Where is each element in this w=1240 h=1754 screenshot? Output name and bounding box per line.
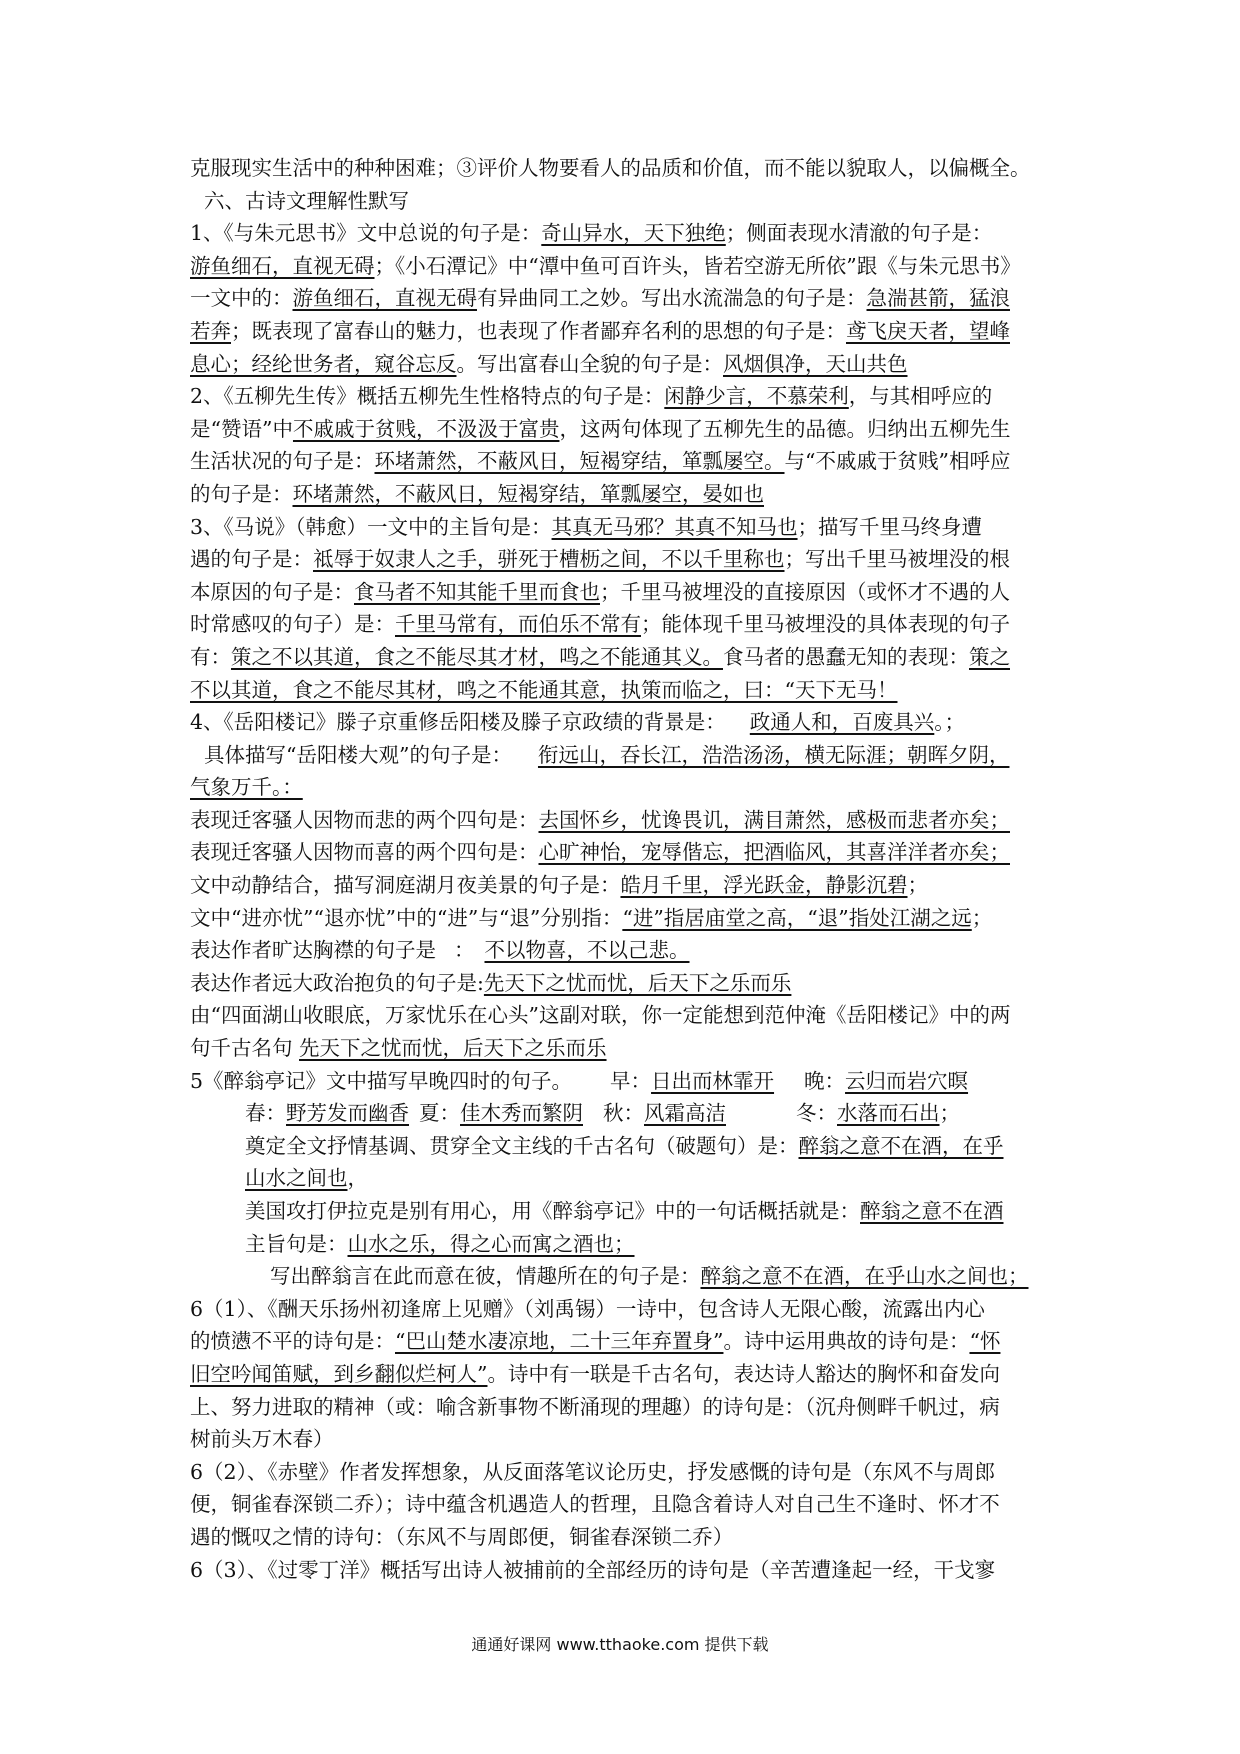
question-text: 表现迁客骚人因物而悲的两个四句是： bbox=[190, 807, 539, 832]
answer-text: 醉翁之意不在酒，在乎山水之间也； bbox=[700, 1264, 1029, 1289]
question-text: 美国攻打伊拉克是别有用心，用《醉翁亭记》中的一句话概括就是： bbox=[245, 1199, 860, 1223]
answer-text: 若奔 bbox=[190, 318, 231, 343]
question-text: 文中动静结合，描写洞庭湖月夜美景的句子是： bbox=[190, 873, 621, 898]
question-text: 遇的慨叹之情的诗句：（东风不与周郎便，铜雀春深锁二乔） bbox=[190, 1524, 734, 1549]
text-line bbox=[190, 380, 1070, 413]
answer-text: 急湍甚箭，猛浪 bbox=[866, 286, 1010, 311]
text-line bbox=[190, 1456, 1070, 1489]
question-text: 6（1）、《酬天乐扬州初逢席上见赠》（刘禹锡）一诗中，包含诗人无限心酸，流露出内心 bbox=[190, 1296, 985, 1321]
answer-text: 水落而石出 bbox=[837, 1101, 940, 1126]
answer-text: 食马者不知其能千里而食也 bbox=[354, 579, 600, 604]
text-line bbox=[190, 445, 1070, 478]
answer-text: 风烟俱净，天山共色 bbox=[723, 351, 908, 376]
question-text: ；《小石潭记》中“潭中鱼可百许头，皆若空游无所依”跟《与朱元思书》 bbox=[374, 253, 1021, 278]
question-text: ；既表现了富春山的魅力，也表现了作者鄙弃名利的思想的句子是： bbox=[231, 318, 846, 343]
answer-text: 衔远山，吞长江，浩浩汤汤，横无际涯；朝晖夕阴， bbox=[537, 742, 1010, 767]
question-text: ，与其相呼应的 bbox=[848, 384, 993, 409]
answer-text: 不以物喜，不以己悲。 bbox=[484, 938, 690, 963]
text-line bbox=[190, 1325, 1070, 1358]
answer-text: 山水之间也 bbox=[245, 1166, 348, 1191]
text-line bbox=[190, 1521, 1070, 1554]
answer-text: “巴山楚水凄凉地，二十三年弃置身” bbox=[395, 1329, 724, 1354]
answer-text: 风霜高洁 bbox=[644, 1101, 726, 1126]
text-line bbox=[190, 739, 1070, 772]
question-text: 有： bbox=[190, 644, 231, 669]
question-text: ；千里马被埋没的直接原因（或怀才不遇的人 bbox=[600, 579, 1010, 604]
answer-text: 醉翁之意不在酒 bbox=[860, 1199, 1004, 1223]
question-text: ， bbox=[347, 1166, 368, 1191]
question-text: 六、古诗文理解性默写 bbox=[204, 188, 409, 213]
text-line bbox=[190, 869, 1070, 902]
answer-text: 去国怀乡，忧谗畏讥，满目萧然，感极而悲者亦矣； bbox=[538, 807, 1010, 832]
question-text: 一文中的： bbox=[190, 286, 293, 311]
answer-text: 不以其道，食之不能尽其材，鸣之不能通其意，执策而临之，曰：“天下无马！ bbox=[190, 677, 898, 702]
answer-text: 游鱼细石，直视无碍 bbox=[292, 286, 477, 311]
question-text: 写出醉翁言在此而意在彼，情趣所在的句子是： bbox=[270, 1264, 701, 1289]
page-footer: 通通好课网 www.tthaoke.com 提供下载 bbox=[471, 1635, 769, 1654]
text-line bbox=[190, 1260, 1070, 1293]
answer-text: 云归而岩穴暝 bbox=[845, 1068, 969, 1093]
question-text: 表达作者远大政治抱负的句子是: bbox=[190, 970, 484, 995]
question-text: 6（2）、《赤壁》作者发挥想象，从反面落笔议论历史，抒发感慨的诗句是（东风不与周郎 bbox=[190, 1459, 996, 1484]
question-text: 文中“进亦忧”“退亦忧”中的“进”与“退”分别指： bbox=[190, 905, 623, 930]
question-text: ；写出千里马被埋没的根 bbox=[784, 547, 1010, 572]
answer-text: 心旷神怡，宠辱偕忘，把酒临风，其喜洋洋者亦矣； bbox=[538, 840, 1010, 865]
text-line bbox=[190, 1195, 1070, 1228]
question-text: ； bbox=[971, 905, 993, 930]
answer-text: 政通人和，百废具兴 bbox=[749, 710, 935, 735]
question-text: 便，铜雀春深锁二乔）；诗中蕴含机遇造人的哲理，且隐含着诗人对自己生不逢时、怀才不 bbox=[190, 1492, 1000, 1517]
answer-text: 皓月千里，浮光跃金，静影沉碧 bbox=[620, 873, 908, 898]
text-line bbox=[190, 608, 1070, 641]
question-text: 5《醉翁亭记》文中描写早晚四时的句子。 bbox=[190, 1068, 573, 1093]
question-text: 主旨句是： bbox=[245, 1231, 348, 1256]
answer-text: 环堵萧然，不蔽风日，短褐穿结，箪瓢屡空，晏如也 bbox=[292, 481, 764, 506]
answer-text: “进”指居庙堂之高，“退”指处江湖之远 bbox=[622, 905, 972, 930]
question-text: 的句子是： bbox=[190, 481, 293, 506]
text-line bbox=[190, 641, 1070, 674]
answer-text: 策之 bbox=[969, 644, 1010, 669]
text-line bbox=[190, 152, 1070, 185]
question-text: 句千古名句 bbox=[190, 1036, 300, 1061]
text-line bbox=[190, 576, 1070, 609]
question-text: 的愤懑不平的诗句是： bbox=[190, 1329, 395, 1354]
text-line bbox=[190, 1228, 1070, 1261]
question-text: 时常感叹的句子）是： bbox=[190, 612, 395, 637]
text-line bbox=[190, 999, 1070, 1032]
question-text: ；能体现千里马被埋没的具体表现的句子 bbox=[641, 612, 1010, 637]
question-text: 秋： bbox=[603, 1101, 644, 1126]
answer-text: 日出而林霏开 bbox=[651, 1068, 775, 1093]
question-text: ； bbox=[907, 873, 928, 898]
question-text: ；描写千里马终身遭 bbox=[797, 514, 983, 539]
answer-text: 野芳发而幽香 bbox=[286, 1101, 409, 1126]
text-line bbox=[190, 348, 1070, 381]
question-text: 2、《五柳先生传》概括五柳先生性格特点的句子是： bbox=[190, 384, 665, 409]
question-text: ，这两句体现了五柳先生的品德。归纳出五柳先生 bbox=[559, 416, 1011, 441]
question-text: 表现迁客骚人因物而喜的两个四句是： bbox=[190, 840, 539, 865]
text-line bbox=[190, 543, 1070, 576]
question-text: 上、努力进取的精神（或：喻含新事物不断涌现的理趣）的诗句是：（沉舟侧畔千帆过，病 bbox=[190, 1394, 1000, 1419]
answer-text: “怀 bbox=[969, 1329, 1001, 1354]
question-text: 由“四面湖山收眼底，万家忧乐在心头”这副对联，你一定能想到范仲淹《岳阳楼记》中的两 bbox=[190, 1003, 1011, 1028]
text-line bbox=[190, 315, 1070, 348]
answer-text: 先天下之忧而忧，后天下之乐而乐 bbox=[483, 970, 792, 995]
question-text: ： bbox=[454, 938, 475, 963]
text-line bbox=[190, 250, 1070, 283]
answer-text: 闲静少言，不慕荣利 bbox=[664, 384, 849, 409]
question-text: 具体描写“岳阳楼大观”的句子是： bbox=[204, 742, 512, 767]
text-line bbox=[190, 804, 1070, 837]
question-text: 奠定全文抒情基调、贯穿全文主线的千古名句（破题句）是： bbox=[245, 1133, 799, 1158]
question-text: ； bbox=[939, 1101, 960, 1126]
question-text: 本原因的句子是： bbox=[190, 579, 354, 604]
question-text: 早： bbox=[610, 1068, 652, 1093]
answer-text: 不戚戚于贫贱，不汲汲于富贵 bbox=[292, 416, 560, 441]
question-text: 树前头万木春） bbox=[190, 1427, 334, 1452]
question-text: 是“赞语”中 bbox=[190, 416, 293, 441]
text-line bbox=[190, 836, 1070, 869]
text-line bbox=[190, 282, 1070, 315]
text-line bbox=[190, 706, 1070, 739]
text-line bbox=[190, 1391, 1070, 1424]
question-text: 。诗中运用典故的诗句是： bbox=[723, 1329, 970, 1354]
question-text: 4、《岳阳楼记》滕子京重修岳阳楼及滕子京政绩的背景是： bbox=[190, 710, 726, 735]
text-line bbox=[190, 478, 1070, 511]
text-line bbox=[190, 934, 1070, 967]
answer-text: 醉翁之意不在酒，在乎 bbox=[798, 1133, 1004, 1158]
text-line bbox=[190, 967, 1070, 1000]
text-line bbox=[190, 674, 1070, 707]
document-body bbox=[190, 152, 1070, 1586]
answer-text: 旧空吟闻笛赋，到乡翻似烂柯人” bbox=[190, 1361, 488, 1386]
question-text: 6（3）、《过零丁洋》概括写出诗人被捕前的全部经历的诗句是（辛苦遭逢起一经，干戈寥 bbox=[190, 1557, 996, 1582]
text-line bbox=[190, 1097, 1070, 1130]
text-line bbox=[190, 1358, 1070, 1391]
question-text: 夏： bbox=[419, 1101, 460, 1126]
answer-text: 鸢飞戾天者，望峰 bbox=[846, 318, 1010, 343]
text-line bbox=[190, 1488, 1070, 1521]
question-text: 。诗中有一联是千古名句，表达诗人豁达的胸怀和奋发向 bbox=[487, 1361, 1000, 1386]
question-text: 3、《马说》（韩愈）一文中的主旨句是： bbox=[190, 514, 552, 539]
question-text: 1、《与朱元思书》文中总说的句子是： bbox=[190, 221, 542, 246]
answer-text: 其真无马邪？其真不知马也 bbox=[551, 514, 798, 539]
text-line bbox=[190, 1032, 1070, 1065]
text-line bbox=[190, 185, 1070, 218]
question-text: 表达作者旷达胸襟的句子是 bbox=[190, 938, 436, 963]
answer-text: 策之不以其道，食之不能尽其才材，鸣之不能通其义。 bbox=[231, 644, 723, 669]
answer-text: 息心；经纶世务者，窥谷忘反 bbox=[190, 351, 457, 376]
answer-text: 山水之乐，得之心而寓之酒也； bbox=[347, 1231, 635, 1256]
question-text: 遇的句子是： bbox=[190, 547, 313, 572]
text-line bbox=[190, 1130, 1070, 1163]
question-text: 冬： bbox=[796, 1101, 837, 1126]
answer-text: 千里马常有，而伯乐不常有 bbox=[395, 612, 641, 637]
answer-text: 气象万千。： bbox=[190, 775, 303, 800]
text-line bbox=[190, 902, 1070, 935]
answer-text: 佳木秀而繁阴 bbox=[460, 1101, 583, 1126]
question-text: 。； bbox=[934, 710, 966, 735]
text-line bbox=[190, 1162, 1070, 1195]
question-text: 与“不戚戚于贫贱”相呼应 bbox=[784, 449, 1011, 474]
text-line bbox=[190, 1423, 1070, 1456]
text-line bbox=[190, 1293, 1070, 1326]
question-text: 生活状况的句子是： bbox=[190, 449, 375, 474]
answer-text: 先天下之忧而忧，后天下之乐而乐 bbox=[299, 1036, 607, 1061]
question-text: 晚： bbox=[804, 1068, 846, 1093]
text-line bbox=[190, 511, 1070, 544]
text-line bbox=[190, 413, 1070, 446]
answer-text: 环堵萧然，不蔽风日，短褐穿结，箪瓢屡空。 bbox=[374, 449, 785, 474]
text-line bbox=[190, 217, 1070, 250]
question-text: 食马者的愚蠢无知的表现： bbox=[723, 644, 969, 669]
answer-text: 奇山异水，天下独绝 bbox=[541, 221, 726, 246]
text-line bbox=[190, 1065, 1070, 1098]
question-text: 有异曲同工之妙。写出水流湍急的句子是： bbox=[477, 286, 867, 311]
question-text: 。写出富春山全貌的句子是： bbox=[456, 351, 723, 376]
question-text: 春： bbox=[245, 1101, 286, 1126]
question-text: ；侧面表现水清澈的句子是： bbox=[725, 221, 993, 246]
text-line bbox=[190, 1554, 1070, 1587]
answer-text: 祗辱于奴隶人之手，骈死于槽枥之间，不以千里称也 bbox=[313, 547, 785, 572]
question-text: 克服现实生活中的种种困难；③评价人物要看人的品质和价值，而不能以貌取人，以偏概全。 bbox=[190, 156, 1031, 180]
answer-text: 游鱼细石，直视无碍 bbox=[190, 253, 375, 278]
text-line bbox=[190, 771, 1070, 804]
